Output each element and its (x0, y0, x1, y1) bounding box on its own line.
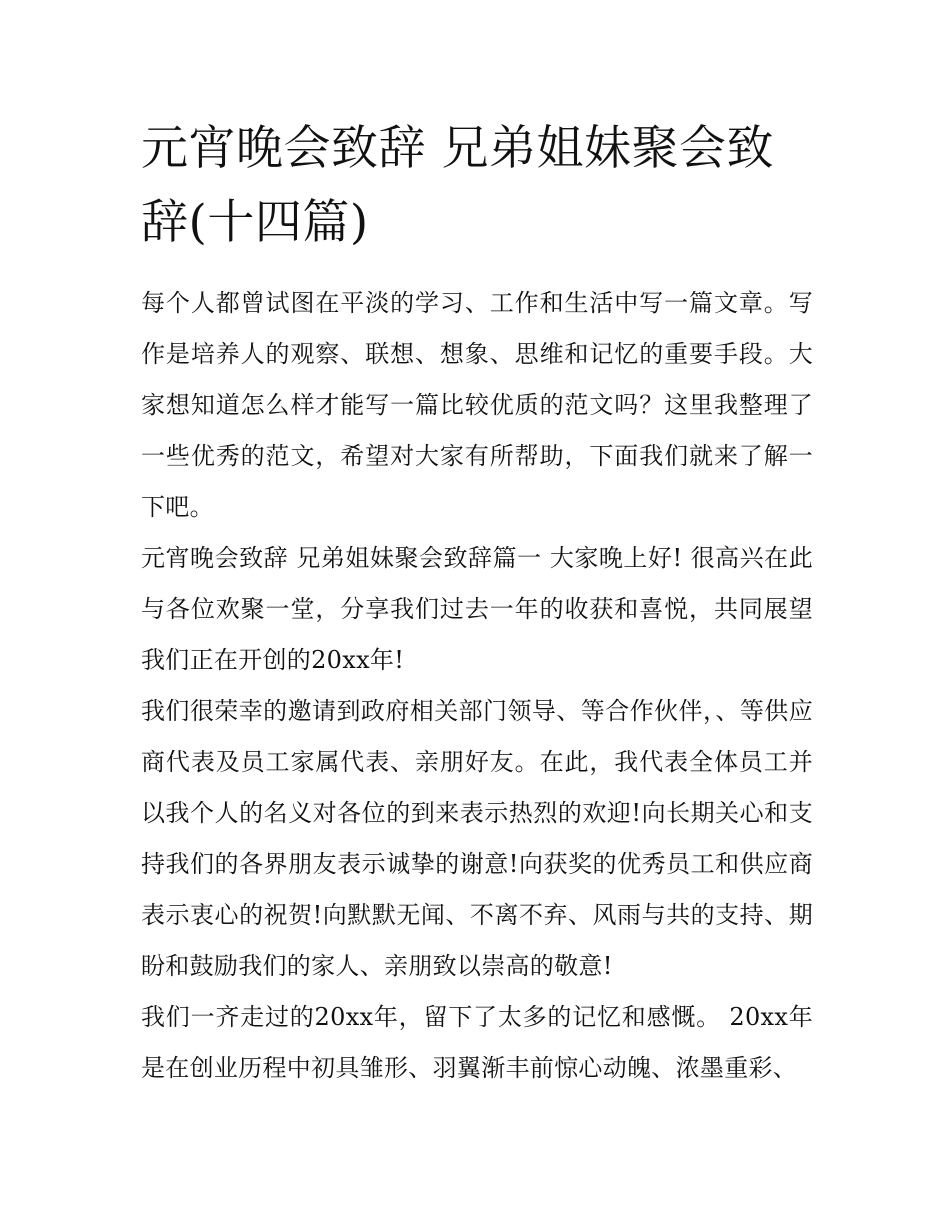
document-title: 元宵晚会致辞 兄弟姐妹聚会致辞(十四篇) (141, 121, 774, 250)
document-body (141, 112, 813, 1094)
paragraph-thanks: 我们很荣幸的邀请到政府相关部门领导、等合作伙伴，、等供应商代表及员工家属代表、亲朋好友。在此，我代表全体员工并以我个人的名义对各位的到来表示热烈的欢迎!向长期关心和支持我们的各界朋友表示诚挚的谢意!向获奖的优秀员工和供应商表示衷心的祝贺!向默默无闻、不离不弃、风雨与共的支持、期盼和鼓励我们的家人、亲朋致以崇高的敬意! (141, 697, 813, 980)
paragraph-intro: 每个人都曾试图在平淡的学习、工作和生活中写一篇文章。写作是培养人的观察、联想、想象、思维和记忆的重要手段。大家想知道怎么样才能写一篇比较优质的范文吗？这里我整理了一些优秀的范文，希望对大家有所帮助，下面我们就来了解一下吧。 (141, 289, 813, 521)
paragraph-review: 我们一齐走过的20xx年，留下了太多的记忆和感慨。 20xx年是在创业历程中初具雏形、羽翼渐丰前惊心动魄、浓墨重彩、 (141, 1003, 813, 1082)
paragraph-greeting: 元宵晚会致辞 兄弟姐妹聚会致辞篇一 大家晚上好! 很高兴在此与各位欢聚一堂，分享我们过去一年的收获和喜悦，共同展望我们正在开创的20xx年! (141, 544, 813, 674)
